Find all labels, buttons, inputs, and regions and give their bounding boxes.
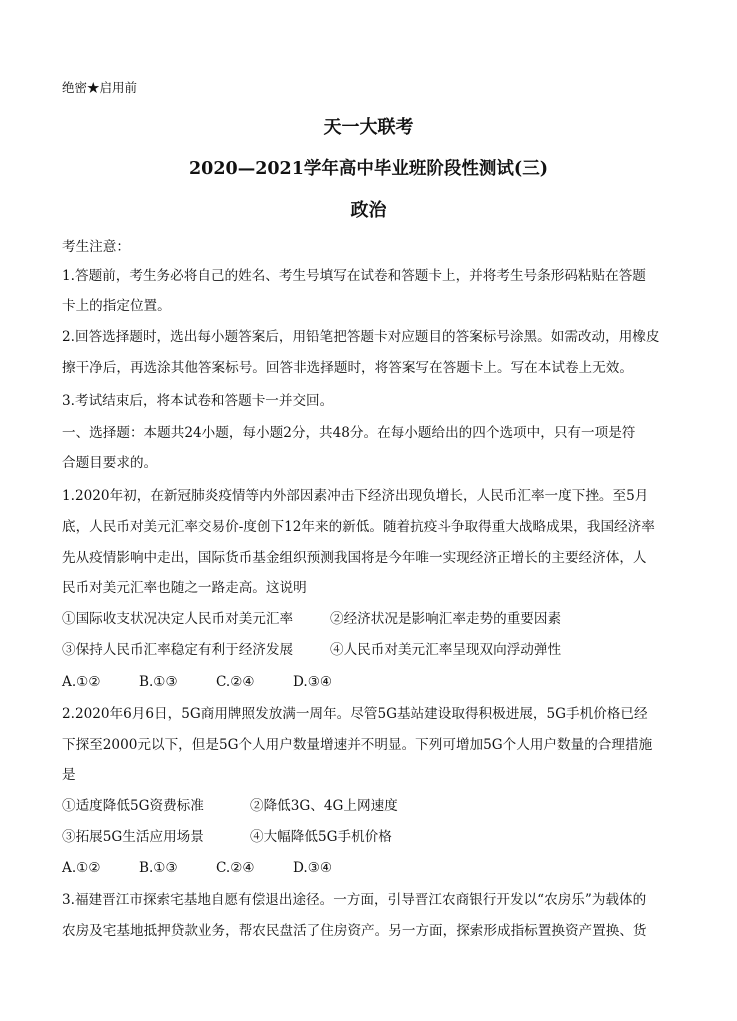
option-item: ④大幅降低5G手机价格	[250, 829, 392, 845]
exam-title: 2020—2021学年高中毕业班阶段性测试(三)	[189, 159, 548, 179]
question-stem: 是	[62, 767, 76, 783]
notice-item: 1.答题前，考生务必将自己的姓名、考生号填写在试卷和答题卡上，并将考生号条形码粘贴在答题	[62, 268, 646, 284]
option-item: ①国际收支状况决定人民币对美元汇率	[62, 611, 294, 627]
answer-choice: C.②④	[216, 674, 255, 690]
answer-choice: B.①③	[139, 860, 178, 876]
question-stem: 1.2020年初，在新冠肺炎疫情等内外部因素冲击下经济出现负增长，人民币汇率一度下挫。至5月	[62, 488, 649, 504]
notice-item: 2.回答选择题时，选出每小题答案后，用铅笔把答题卡对应题目的答案标号涂黑。如需改动，用橡皮	[62, 329, 660, 345]
question-stem: 先从疫情影响中走出，国际货币基金组织预测我国将是今年唯一实现经济正增长的主要经济体，人	[62, 550, 647, 566]
question-stem: 农房及宅基地抵押贷款业务，帮农民盘活了住房资产。另一方面，探索形成指标置换资产置换、货	[62, 923, 647, 939]
option-item: ③保持人民币汇率稳定有利于经济发展	[62, 642, 294, 658]
option-row	[62, 609, 561, 629]
question-stem: 底，人民币对美元汇率交易价-度创下12年来的新低。随着抗疫斗争取得重大战略成果，我国经济率	[62, 519, 655, 535]
answer-choice: B.①③	[139, 674, 178, 690]
question-stem: 民币对美元汇率也随之一路走高。这说明	[62, 580, 307, 596]
option-item: ③拓展5G生活应用场景	[62, 829, 204, 845]
option-item: ④人民币对美元汇率呈现双向浮动弹性	[330, 642, 562, 658]
section-heading-cont: 合题目要求的。	[62, 455, 158, 471]
option-item: ①适度降低5G资费标准	[62, 798, 204, 814]
option-row	[62, 796, 398, 816]
notice-item: 擦干净后，再选涂其他答案标号。回答非选择题时，将答案写在答题卡上。写在本试卷上无效。	[62, 360, 633, 376]
subject-title: 政治	[350, 200, 387, 221]
option-item: ②降低3G、4G上网速度	[250, 798, 398, 814]
answer-choice: A.①②	[62, 860, 101, 876]
section-heading: 一、选择题：本题共24小题，每小题2分，共48分。在每小题给出的四个选项中，只有一项是符	[62, 425, 636, 441]
option-row	[62, 827, 392, 847]
answer-choice: D.③④	[293, 860, 333, 876]
notice-heading: 考生注意：	[62, 239, 130, 255]
question-stem: 3.福建晋江市探索宅基地自愿有偿退出途径。一方面，引导晋江农商银行开发以“农房乐”为载体的	[62, 892, 647, 908]
option-row	[62, 640, 561, 660]
question-stem: 下探至2000元以下，但是5G个人用户数量增速并不明显。下列可增加5G个人用户数量的合理措施	[62, 737, 653, 753]
notice-item: 3.考试结束后，将本试卷和答题卡一并交回。	[62, 393, 334, 409]
organization-title: 天一大联考	[323, 117, 414, 138]
option-item: ②经济状况是影响汇率走势的重要因素	[330, 611, 562, 627]
answer-row	[62, 858, 370, 878]
answer-choice: D.③④	[293, 674, 333, 690]
question-stem: 2.2020年6月6日，5G商用牌照发放满一周年。尽管5G基站建设取得积极进展，5G手机价格已经	[62, 706, 648, 722]
answer-choice: C.②④	[216, 860, 255, 876]
confidential-label: 绝密★启用前	[62, 80, 138, 95]
answer-choice: A.①②	[62, 674, 101, 690]
answer-row	[62, 672, 370, 692]
notice-item: 卡上的指定位置。	[62, 298, 171, 314]
